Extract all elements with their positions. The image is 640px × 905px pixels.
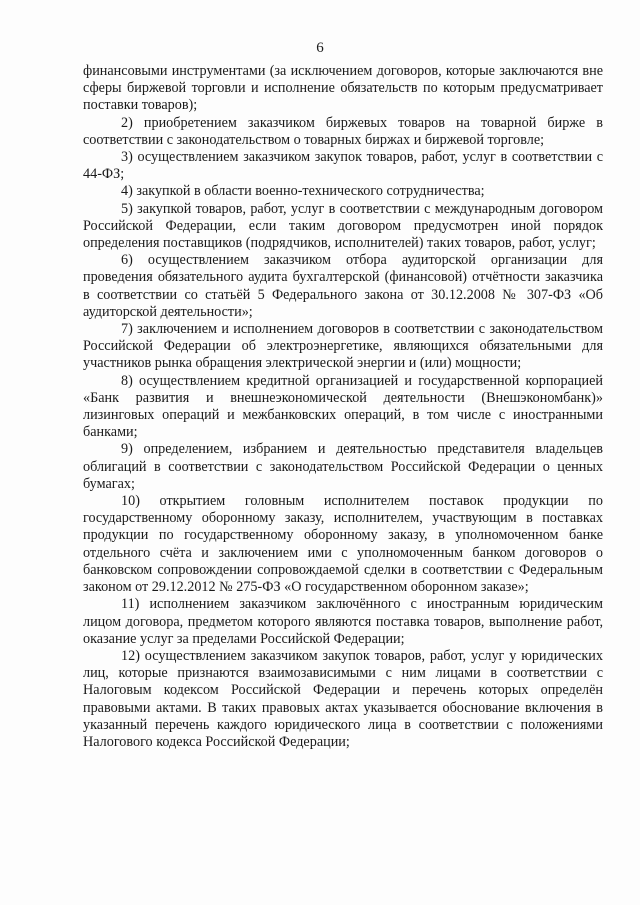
paragraph-continuation: финансовыми инструментами (за исключением договоров, которые заключаются вне сферы биржевой торговли и исполнение обязательств по которым предусматривает поставки товаров); <box>83 63 603 114</box>
paragraph-item-6: 6) осуществлением заказчиком отбора аудиторской организации для проведения обязательного аудита бухгалтерской (финансовой) отчётности заказчика в соответствии со статьёй 5 Федерального закона от 30.12.2008 № 307-ФЗ «Об аудиторской деятельности»; <box>83 252 603 320</box>
page-number: 6 <box>316 40 324 56</box>
paragraph-item-8: 8) осуществлением кредитной организацией и государственной корпорацией «Банк развития и внешнеэкономической деятельности (Внешэкономбанк)» лизинговых операций и межбанковских операций, в том числе с иностранными банками; <box>83 372 603 441</box>
paragraph-item-10: 10) открытием головным исполнителем поставок продукции по государственному оборонному заказу, исполнителем, участвующим в поставках продукции по государственному оборонному заказу, в уполномоченном банке отдельного счёта и заключением ими с уполномоченным банком договоров о банковском сопровождении сопровождаемой сделки в соответствии с Федеральным законом от 29.12.2012 № 275-ФЗ «О государственном оборонном заказе»; <box>83 493 603 596</box>
paragraph-item-4: 4) закупкой в области военно-технического сотрудничества; <box>121 183 485 200</box>
paragraph-item-11: 11) исполнением заказчиком заключённого с иностранным юридическим лицом договора, предметом которого являются поставка товаров, выполнение работ, оказание услуг за пределами Российской Федерации; <box>83 596 603 647</box>
paragraph-item-9: 9) определением, избранием и деятельностью представителя владельцев облигаций в соответствии с законодательством Российской Федерации о ценных бумагах; <box>83 441 603 492</box>
paragraph-item-3: 3) осуществлением заказчиком закупок товаров, работ, услуг в соответствии с 44-ФЗ; <box>83 149 603 183</box>
paragraph-item-5: 5) закупкой товаров, работ, услуг в соответствии с международным договором Российской Федерации, если таким договором предусмотрен иной порядок определения поставщиков (подрядчиков, исполнителей) таких товаров, работ, услуг; <box>83 200 603 252</box>
paragraph-item-7: 7) заключением и исполнением договоров в соответствии с законодательством Российской Федерации об электроэнергетике, являющихся обязательными для участников рынка обращения электрической энергии и (или) мощности; <box>83 321 603 372</box>
paragraph-item-2: 2) приобретением заказчиком биржевых товаров на товарной бирже в соответствии с законодательством о товарных биржах и биржевой торговле; <box>83 114 603 148</box>
body-text <box>83 63 603 751</box>
paragraph-item-12: 12) осуществлением заказчиком закупок товаров, работ, услуг у юридических лиц, которые признаются взаимозависимыми с ним лицами в соответствии с Налоговым кодексом Российской Федерации и перечень которых определён правовыми актами. В таких правовых актах указывается обоснование включения в указанный перечень каждого юридического лица в соответствии с положениями Налогового кодекса Российской Федерации; <box>83 647 603 750</box>
